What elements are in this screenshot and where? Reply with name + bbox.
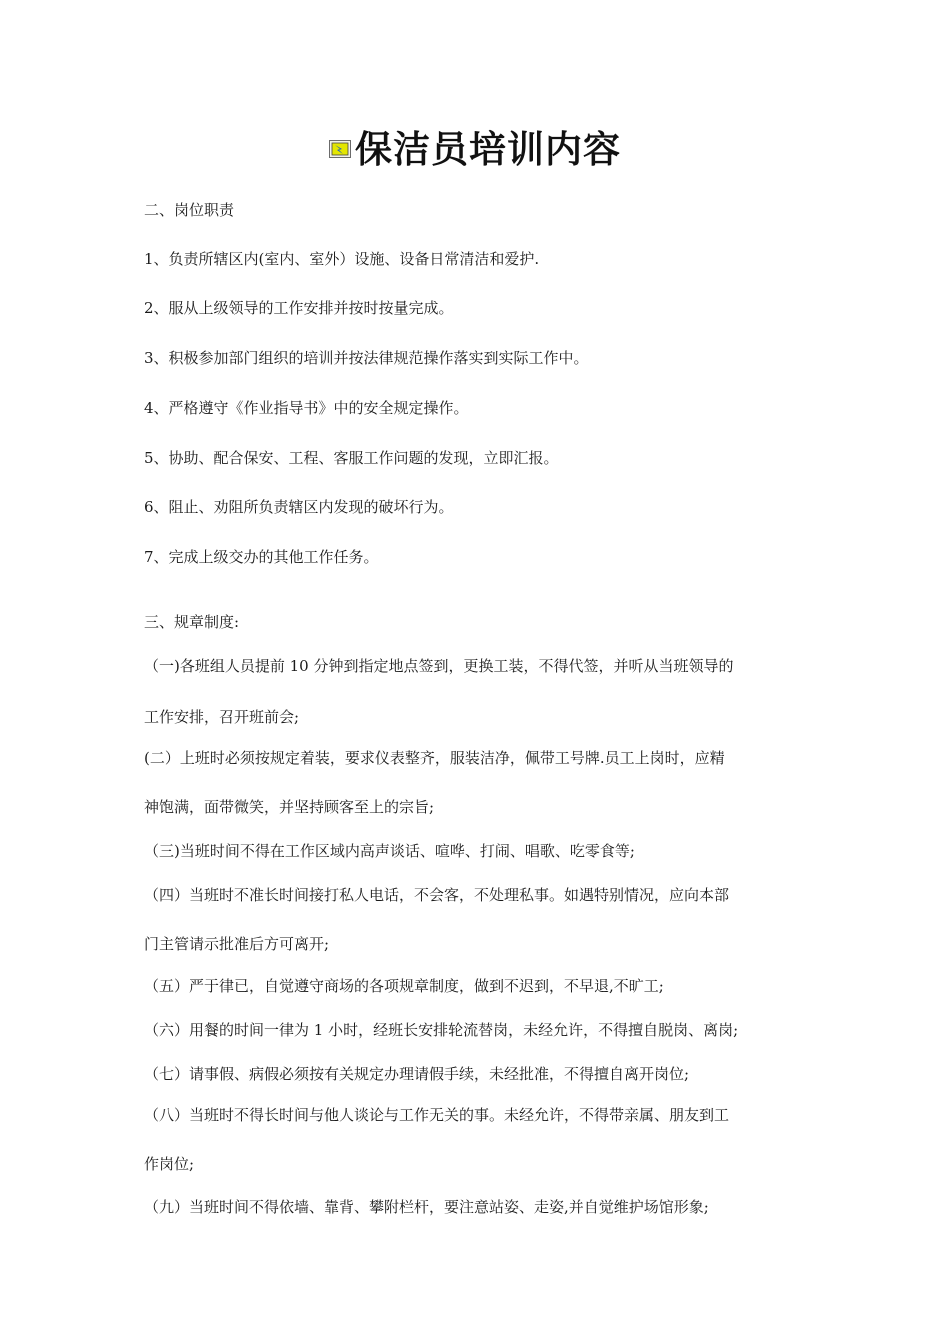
rule-line: （三)当班时间不得在工作区域内高声谈话、喧哗、打闹、唱歌、吃零食等;	[144, 842, 635, 860]
duty-item: 2、服从上级领导的工作安排并按时按量完成。	[144, 299, 454, 317]
rule-line: 工作安排，召开班前会;	[144, 708, 300, 726]
rule-line: （九）当班时间不得依墙、靠背、攀附栏杆，要注意站姿、走姿,并自觉维护场馆形象;	[144, 1198, 709, 1216]
rule-line: 神饱满，面带微笑，并坚持顾客至上的宗旨;	[144, 798, 435, 816]
rule-line: （五）严于律已，自觉遵守商场的各项规章制度，做到不迟到，不早退,不旷工;	[144, 977, 664, 995]
duty-item: 6、阻止、劝阻所负责辖区内发现的破坏行为。	[144, 498, 454, 516]
image-placeholder-icon	[329, 140, 351, 158]
title-row	[0, 118, 950, 174]
rule-line: （一)各班组人员提前 10 分钟到指定地点签到，更换工装，不得代签，并听从当班领导的	[144, 657, 734, 675]
duty-item: 3、积极参加部门组织的培训并按法律规范操作落实到实际工作中。	[144, 349, 589, 367]
rule-line: （八）当班时不得长时间与他人谈论与工作无关的事。未经允许，不得带亲属、朋友到工	[144, 1106, 730, 1124]
duty-item: 4、严格遵守《作业指导书》中的安全规定操作。	[144, 399, 469, 417]
rule-line: (二）上班时必须按规定着装，要求仪表整齐，服装洁净，佩带工号牌.员工上岗时，应精	[144, 749, 725, 767]
duty-item: 7、完成上级交办的其他工作任务。	[144, 548, 379, 566]
document-title: 保洁员培训内容	[355, 128, 621, 171]
rule-line: 作岗位;	[144, 1155, 195, 1173]
duty-item: 1、负责所辖区内(室内、室外）设施、设备日常清洁和爱护.	[144, 250, 540, 268]
rule-line: 门主管请示批准后方可离开;	[144, 935, 330, 953]
duty-item: 5、协助、配合保安、工程、客服工作问题的发现，立即汇报。	[144, 449, 559, 467]
section-heading: 二、岗位职责	[144, 201, 235, 219]
rule-line: （六）用餐的时间一律为 1 小时，经班长安排轮流替岗，未经允许，不得擅自脱岗、离岗;	[144, 1021, 739, 1039]
rule-line: （四）当班时不准长时间接打私人电话，不会客，不处理私事。如遇特别情况，应向本部	[144, 886, 730, 904]
section-heading: 三、规章制度:	[144, 613, 240, 631]
rule-line: （七）请事假、病假必须按有关规定办理请假手续，未经批准，不得擅自离开岗位;	[144, 1065, 690, 1083]
